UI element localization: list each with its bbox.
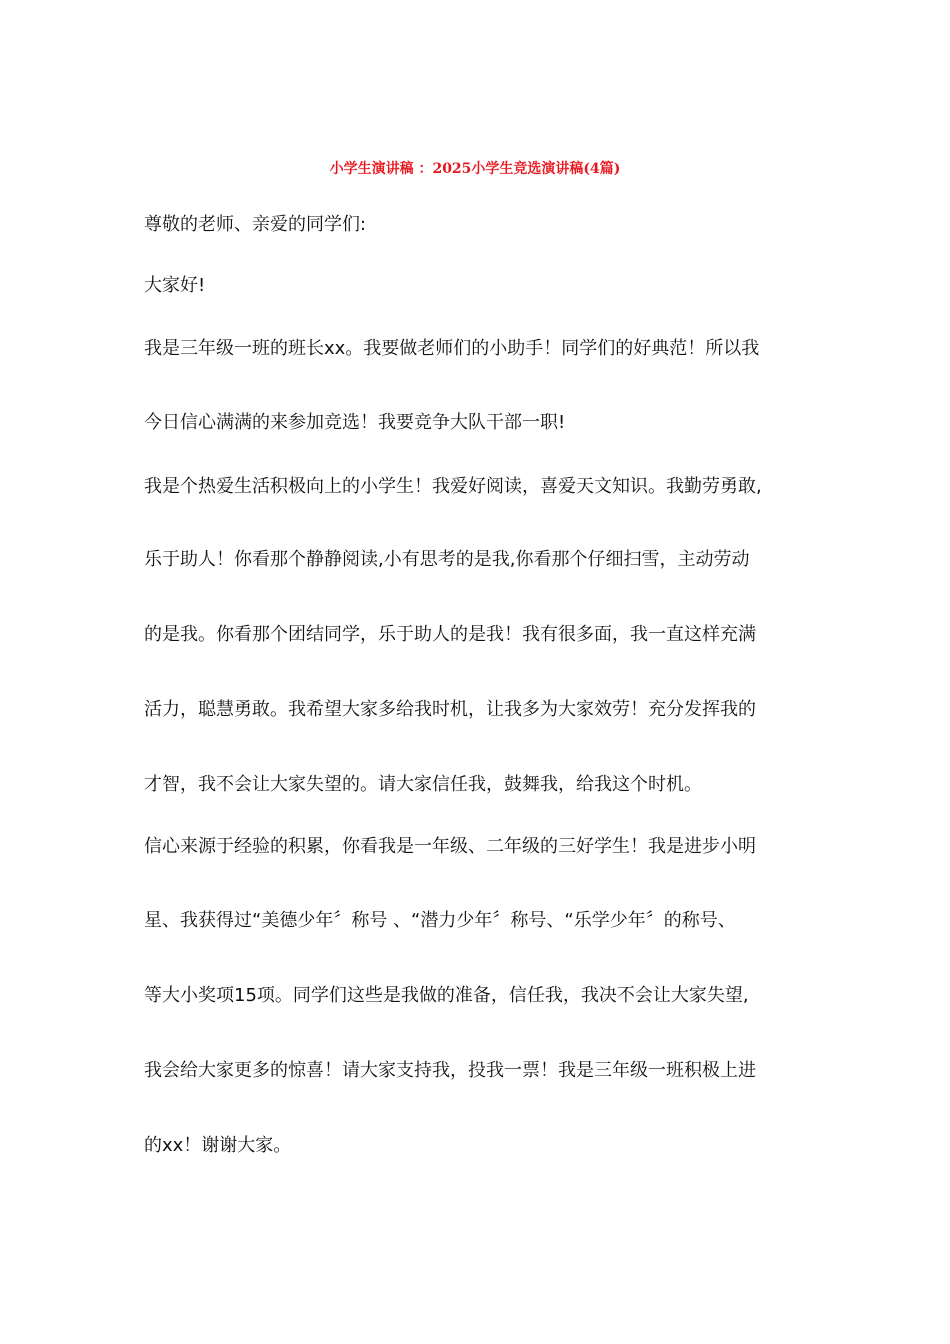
paragraph-line: 活力，聪慧勇敢。我希望大家多给我时机，让我多为大家效劳！充分发挥我的 bbox=[144, 699, 756, 720]
paragraph-line: 才智，我不会让大家失望的。请大家信任我，鼓舞我，给我这个时机。 bbox=[144, 774, 702, 795]
document-title: 小学生演讲稿 ：2025小学生竞选演讲稿(4篇) bbox=[329, 161, 621, 177]
paragraph-line: 我是三年级一班的班长xx。我要做老师们的小助手！同学们的好典范！所以我 bbox=[144, 338, 760, 359]
paragraph-line: 等大小奖项15项。同学们这些是我做的准备，信任我，我决不会让大家失望, bbox=[144, 985, 749, 1006]
paragraph-line: 的是我。你看那个团结同学，乐于助人的是我！我有很多面，我一直这样充满 bbox=[144, 624, 756, 645]
paragraph-line: 信心来源于经验的积累，你看我是一年级、二年级的三好学生！我是进步小明 bbox=[144, 836, 756, 857]
paragraph-line: 尊敬的老师、亲爱的同学们: bbox=[144, 214, 367, 235]
paragraph-line: 星、我获得过“美德少年〞称号 、“潜力少年〞称号、“乐学少年〞的称号、 bbox=[144, 910, 736, 931]
paragraph-line: 大家好! bbox=[144, 275, 206, 296]
paragraph-line: 的xx！谢谢大家。 bbox=[144, 1135, 292, 1156]
paragraph-line: 我会给大家更多的惊喜！请大家支持我，投我一票！我是三年级一班积极上进 bbox=[144, 1060, 756, 1081]
paragraph-line: 乐于助人！你看那个静静阅读,小有思考的是我,你看那个仔细扫雪，主动劳动 bbox=[144, 549, 750, 570]
paragraph-line: 我是个热爱生活积极向上的小学生！我爱好阅读，喜爱天文知识。我勤劳勇敢, bbox=[144, 476, 762, 497]
paragraph-line: 今日信心满满的来参加竞选！我要竞争大队干部一职! bbox=[144, 412, 566, 433]
